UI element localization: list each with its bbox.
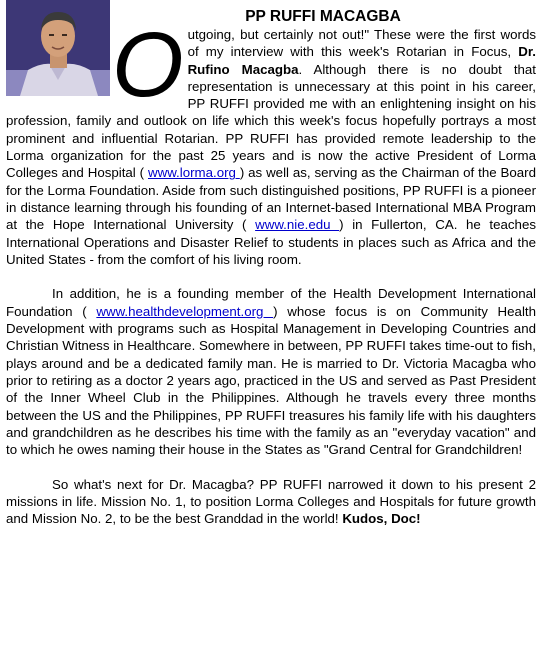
paragraph-spacer: [6, 268, 536, 285]
portrait-photo-image: [6, 0, 110, 96]
paragraph-2-text-2: ) whose focus is on Community Health Development with programs such as Hospital Management in Developing Countries and Christian Witness in Healthcare. Somewhere in between, PP RUFFI takes time-out to fish, plays around and be a dedicated family man. He is married to Dr. Victoria Macagba who prior to retiring as a doctor 2 years ago, practiced in the US and served as Past President of the Inner Wheel Club in the Philippines. Although he travels every three months between the US and the Philippines, PP RUFFI treasures his family life with his daughters and grandchildren as he describes his time with the family as an "everyday vacation" and to which he owes naming their house in the States as "Grand Central for Grandchildren!: [6, 303, 536, 458]
paragraph-2-text-1: In addition, he is a founding member of the Health Development International Foundation (: [6, 286, 536, 319]
lorma-link[interactable]: www.lorma.org: [147, 165, 240, 181]
article-title: PP RUFFI MACAGBA: [245, 8, 401, 25]
portrait-photo: [6, 0, 110, 96]
kudos-bold: Kudos, Doc!: [342, 511, 421, 527]
paragraph-1-text-4: ) in Fullerton, CA. he teaches International Operations and Disaster Relief to students in places such as Africa and the United States - from the comfort of his living room.: [6, 217, 536, 267]
paragraph-1-text-3: ) as well as, serving as the Chairman of the Board for the Lorma Foundation. Aside from such distinguished positions, PP RUFFI is a pioneer in distance learning through his founding of an Internet-based International MBA Program at the Hope International University (: [6, 165, 536, 233]
paragraph-3-text-1: So what's next for Dr. Macagba? PP RUFFI narrowed it down to his present 2 missions in life. Mission No. 1, to position Lorma Colleges and Hospitals for future growth and Mission No. 2, to be the best Granddad in the world!: [6, 476, 536, 527]
paragraph-1-text-1: utgoing, but certainly not out!" These were the first words of my interview with this week's Rotarian in Focus,: [187, 27, 536, 60]
drop-cap: O: [112, 14, 182, 116]
paragraph-3: [6, 476, 536, 528]
paragraph-1-text-2: . Although there is no doubt that representation is unnecessary at this point in his career, PP RUFFI provided me with an enlightening insight on his profession, family and outlook on life which this week's focus hopefully portrays a most prominent and influential Rotarian. PP RUFFI has provided remote leadership to the Lorma organization for the past 25 years and is now the active President of Lorma Colleges and Hospital (: [6, 61, 536, 181]
name-bold: Dr. Rufino Macagba: [187, 44, 536, 77]
paragraph-spacer: [6, 458, 536, 475]
nie-link[interactable]: www.nie.edu: [255, 217, 340, 233]
paragraph-2: [6, 285, 536, 458]
healthdevelopment-link[interactable]: www.healthdevelopment.org: [96, 303, 274, 319]
